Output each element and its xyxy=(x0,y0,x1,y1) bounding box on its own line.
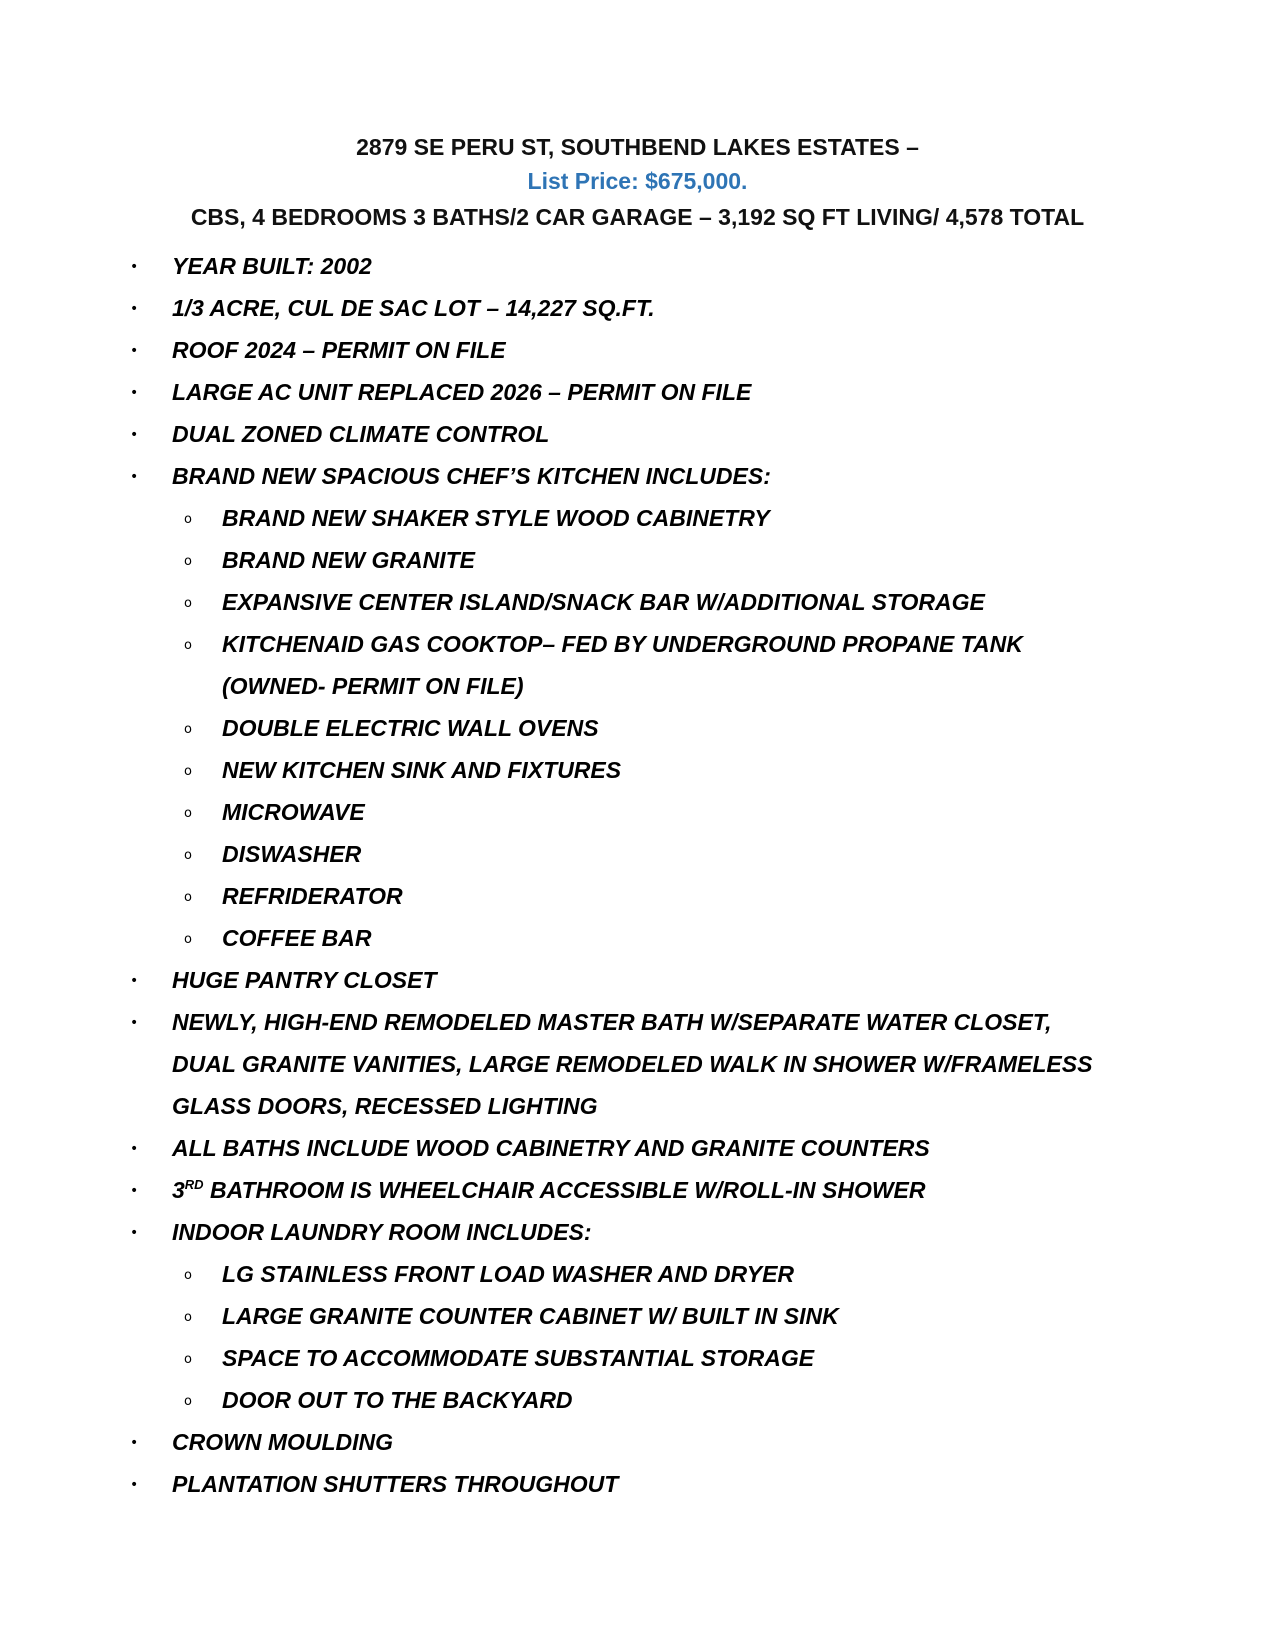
kitchen-island: EXPANSIVE CENTER ISLAND/SNACK BAR W/ADDITIONAL STORAGE xyxy=(222,589,985,615)
feature-all-baths: ALL BATHS INCLUDE WOOD CABINETRY AND GRANITE COUNTERS xyxy=(172,1135,930,1161)
kitchen-sink: NEW KITCHEN SINK AND FIXTURES xyxy=(222,757,622,783)
sub-bullet-icon: o xyxy=(184,1310,192,1325)
feature-shutters: PLANTATION SHUTTERS THROUGHOUT xyxy=(172,1471,619,1497)
feature-master-bath: NEWLY, HIGH-END REMODELED MASTER BATH W/SEPARATE WATER CLOSET, xyxy=(172,1009,1052,1035)
sub-bullet-icon: o xyxy=(184,848,192,863)
feature-climate: DUAL ZONED CLIMATE CONTROL xyxy=(172,421,550,447)
sub-bullet-icon: o xyxy=(184,890,192,905)
sub-bullet-icon: o xyxy=(184,554,192,569)
laundry-washer: LG STAINLESS FRONT LOAD WASHER AND DRYER xyxy=(222,1261,795,1287)
kitchen-coffee-bar: COFFEE BAR xyxy=(222,925,372,951)
bullet-icon: • xyxy=(130,1183,139,1199)
feature-third-bath xyxy=(172,1177,926,1204)
laundry-door: DOOR OUT TO THE BACKYARD xyxy=(222,1387,573,1413)
kitchen-cabinetry: BRAND NEW SHAKER STYLE WOOD CABINETRY xyxy=(222,505,770,531)
bullet-icon: • xyxy=(130,301,139,317)
feature-roof: ROOF 2024 – PERMIT ON FILE xyxy=(172,337,506,363)
bullet-icon: • xyxy=(130,259,139,275)
feature-lot: 1/3 ACRE, CUL DE SAC LOT – 14,227 SQ.FT. xyxy=(172,295,655,321)
feature-laundry: INDOOR LAUNDRY ROOM INCLUDES: xyxy=(172,1219,592,1245)
kitchen-granite: BRAND NEW GRANITE xyxy=(222,547,475,573)
feature-ac: LARGE AC UNIT REPLACED 2026 – PERMIT ON FILE xyxy=(172,379,752,405)
third-bath-text: BATHROOM IS WHEELCHAIR ACCESSIBLE W/ROLL-IN SHOWER xyxy=(203,1177,926,1203)
sub-bullet-icon: o xyxy=(184,806,192,821)
list-price: List Price: $675,000. xyxy=(527,168,748,194)
laundry-cabinet: LARGE GRANITE COUNTER CABINET W/ BUILT IN SINK xyxy=(222,1303,839,1329)
kitchen-dishwasher: DISWASHER xyxy=(222,841,362,867)
property-summary: CBS, 4 BEDROOMS 3 BATHS/2 CAR GARAGE – 3,192 SQ FT LIVING/ 4,578 TOTAL xyxy=(190,204,1085,230)
sub-bullet-icon: o xyxy=(184,722,192,737)
bullet-icon: • xyxy=(130,343,139,359)
bullet-icon: • xyxy=(130,1477,139,1493)
bullet-icon: • xyxy=(130,469,139,485)
feature-year-built: YEAR BUILT: 2002 xyxy=(172,253,372,279)
bullet-icon: • xyxy=(130,427,139,443)
bullet-icon: • xyxy=(130,1435,139,1451)
sub-bullet-icon: o xyxy=(184,764,192,779)
kitchen-microwave: MICROWAVE xyxy=(222,799,365,825)
kitchen-cooktop: KITCHENAID GAS COOKTOP– FED BY UNDERGROUND PROPANE TANK xyxy=(222,631,1023,657)
sub-bullet-icon: o xyxy=(184,512,192,527)
bullet-icon: • xyxy=(130,1225,139,1241)
bullet-icon: • xyxy=(130,973,139,989)
sub-bullet-icon: o xyxy=(184,1394,192,1409)
sub-bullet-icon: o xyxy=(184,596,192,611)
property-address: 2879 SE PERU ST, SOUTHBEND LAKES ESTATES – xyxy=(356,134,919,160)
sub-bullet-icon: o xyxy=(184,1268,192,1283)
laundry-storage: SPACE TO ACCOMMODATE SUBSTANTIAL STORAGE xyxy=(222,1345,815,1371)
sub-bullet-icon: o xyxy=(184,932,192,947)
feature-kitchen: BRAND NEW SPACIOUS CHEF’S KITCHEN INCLUDES: xyxy=(172,463,771,489)
kitchen-refrigerator: REFRIDERATOR xyxy=(222,883,403,909)
feature-master-bath-line2: DUAL GRANITE VANITIES, LARGE REMODELED WALK IN SHOWER W/FRAMELESS xyxy=(172,1051,1093,1077)
kitchen-cooktop-note: (OWNED- PERMIT ON FILE) xyxy=(222,673,524,699)
feature-master-bath-line3: GLASS DOORS, RECESSED LIGHTING xyxy=(172,1093,598,1119)
feature-pantry: HUGE PANTRY CLOSET xyxy=(172,967,437,993)
third-bath-ordinal: RD xyxy=(184,1177,204,1192)
bullet-icon: • xyxy=(130,385,139,401)
third-bath-number: 3 xyxy=(172,1177,185,1203)
bullet-icon: • xyxy=(130,1015,139,1031)
kitchen-ovens: DOUBLE ELECTRIC WALL OVENS xyxy=(222,715,599,741)
sub-bullet-icon: o xyxy=(184,638,192,653)
sub-bullet-icon: o xyxy=(184,1352,192,1367)
bullet-icon: • xyxy=(130,1141,139,1157)
feature-crown-moulding: CROWN MOULDING xyxy=(172,1429,394,1455)
